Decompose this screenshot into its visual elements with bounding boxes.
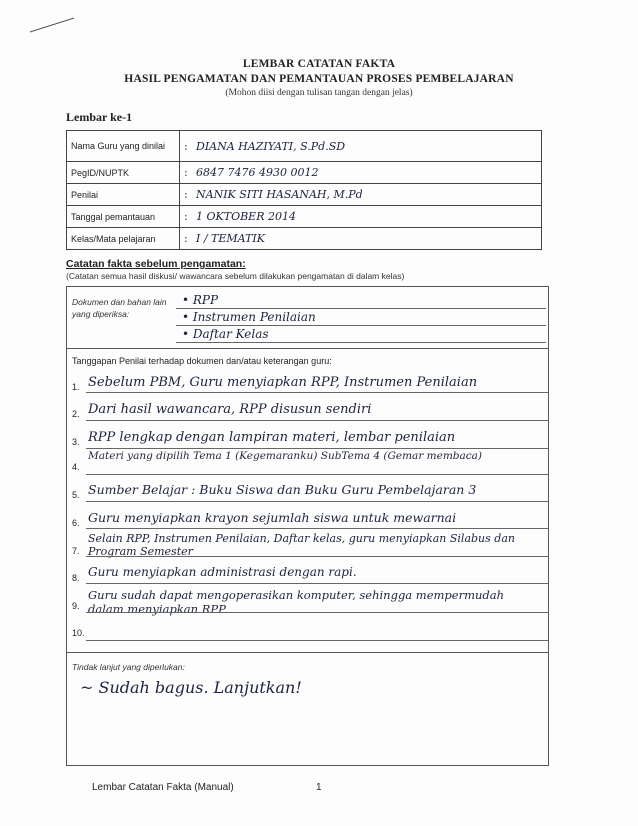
doc-title-line1: LEMBAR CATATAN FAKTA (242, 58, 396, 70)
response-text: Guru sudah dapat mengoperasikan komputer, sehingga mempermudah dalam menyiapkan RPP (88, 588, 505, 616)
ruled-line (86, 528, 548, 529)
response-text: RPP lengkap dengan lampiran materi, lembar penilaian (88, 430, 456, 445)
ruled-line (86, 612, 548, 613)
info-row (67, 228, 542, 250)
info-row (67, 131, 542, 162)
ruled-line (176, 308, 546, 309)
response-number: 1. (72, 382, 80, 392)
info-value: : NANIK SITI HASANAH, M.Pd (180, 184, 542, 206)
response-number: 8. (72, 573, 80, 583)
ruled-line (86, 392, 548, 393)
doc-title-line2: HASIL PENGAMATAN DAN PEMANTAUAN PROSES PEMBELAJARAN (124, 73, 514, 85)
response-text: Sebelum PBM, Guru menyiapkan RPP, Instrumen Penilaian (88, 375, 478, 390)
page-number: 1 (316, 782, 322, 793)
documents-label: Dokumen dan bahan lain yang diperiksa: (72, 297, 167, 319)
response-text: Sumber Belajar : Buku Siswa dan Buku Guru Pembelajaran 3 (88, 482, 477, 497)
response-text: Guru menyiapkan administrasi dengan rapi. (88, 565, 357, 579)
document-item: • Daftar Kelas (182, 327, 269, 341)
response-text: Guru menyiapkan krayon sejumlah siswa untuk mewarnai (88, 510, 457, 525)
corner-pen-mark (28, 14, 78, 36)
info-label: Kelas/Mata pelajaran (67, 228, 180, 250)
response-number: 6. (72, 518, 80, 528)
section-divider (66, 652, 548, 653)
info-label: Penilai (67, 184, 180, 206)
info-row (67, 184, 542, 206)
response-text: Materi yang dipilih Tema 1 (Kegemaranku) SubTema 4 (Gemar membaca) (88, 450, 483, 462)
info-label: PegID/NUPTK (67, 162, 180, 184)
facts-heading: Catatan fakta sebelum pengamatan: (66, 258, 246, 270)
info-label: Nama Guru yang dinilai (67, 131, 180, 162)
ruled-line (86, 556, 548, 557)
info-row (67, 206, 542, 228)
response-number: 9. (72, 601, 80, 611)
info-value: : DIANA HAZIYATI, S.Pd.SD (180, 131, 542, 162)
followup-text: ~ Sudah bagus. Lanjutkan! (80, 678, 302, 697)
response-number: 5. (72, 490, 80, 500)
footer-title: Lembar Catatan Fakta (Manual) (92, 782, 234, 793)
response-number: 3. (72, 437, 80, 447)
teacher-info-table (66, 130, 542, 250)
response-number: 7. (72, 546, 80, 556)
response-text: Selain RPP, Instrumen Penilaian, Daftar kelas, guru menyiapkan Silabus dan Program Semester (88, 532, 515, 558)
section-divider (66, 348, 548, 349)
response-label: Tanggapan Penilai terhadap dokumen dan/atau keterangan guru: (72, 356, 332, 366)
ruled-line (176, 325, 546, 326)
ruled-line (86, 474, 548, 475)
info-label: Tanggal pemantauan (67, 206, 180, 228)
response-number: 4. (72, 462, 80, 472)
doc-instruction: (Mohon diisi dengan tulisan tangan dengan jelas) (225, 88, 413, 98)
ruled-line (176, 342, 546, 343)
facts-subheading: (Catatan semua hasil diskusi/ wawancara sebelum dilakukan pengamatan di dalam kelas) (66, 271, 405, 281)
ruled-line (86, 501, 548, 502)
response-number: 10. (72, 628, 85, 638)
document-item: • RPP (182, 293, 219, 307)
ruled-line (86, 640, 548, 641)
ruled-line (86, 448, 548, 449)
info-value: : 6847 7476 4930 0012 (180, 162, 542, 184)
info-value: : I / TEMATIK (180, 228, 542, 250)
ruled-line (86, 583, 548, 584)
response-text: Dari hasil wawancara, RPP disusun sendiri (88, 402, 372, 417)
sheet-number: Lembar ke-1 (66, 110, 133, 124)
response-number: 2. (72, 409, 80, 419)
followup-label: Tindak lanjut yang diperlukan: (72, 662, 185, 672)
info-row (67, 162, 542, 184)
info-value: : 1 OKTOBER 2014 (180, 206, 542, 228)
document-item: • Instrumen Penilaian (182, 310, 316, 324)
ruled-line (86, 420, 548, 421)
